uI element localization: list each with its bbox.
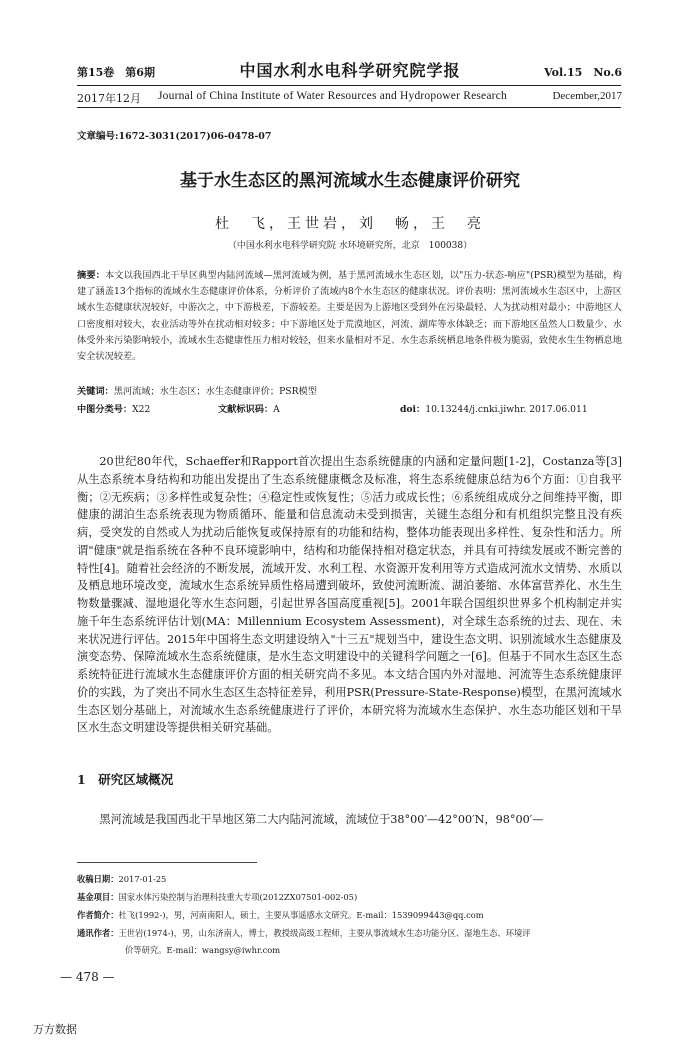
study-area-paragraph [77, 811, 622, 829]
fund-text: 国家水体污染控制与治理科技重大专项(2012ZX07501-002-05) [118, 892, 358, 902]
doi-label: doi： [400, 404, 426, 415]
affiliation: （中国水利水电科学研究院 水环境研究所，北京 100038） [227, 241, 473, 251]
article-number: 文章编号:1672-3031(2017)06-0478-07 [77, 131, 272, 142]
corresponding-text: 王世岩(1974-)，男，山东济南人，博士，教授级高级工程师，主要从事流域水生态功能分区、湿地生态、环境评 [118, 928, 531, 938]
abstract [77, 268, 622, 365]
footnote-corresponding [77, 927, 531, 939]
keywords-text: 黑河流域；水生态区；水生态健康评价；PSR模型 [113, 386, 317, 397]
clc-value: X22 [132, 404, 151, 415]
header-divider [77, 85, 621, 86]
author-label: 作者简介： [77, 910, 119, 920]
clc-label: 中图分类号： [77, 404, 133, 415]
author-text: 杜飞(1992-)，男，河南南阳人，硕士，主要从事遥感水文研究。E-mail：1539099443@qq.com [118, 910, 484, 920]
page-number: — 478 — [60, 970, 115, 984]
keywords-label: 关键词： [77, 386, 114, 397]
doi-link[interactable]: 10.13244/j.cnki.jiwhr. 2017.06.011 [425, 404, 588, 415]
study-area-text: 黑河流域是我国西北干旱地区第二大内陆河流域，流域位于38°00′—42°00′N，98°00′— [99, 813, 544, 826]
date-en: December,2017 [552, 90, 622, 102]
doc-code-label: 文献标识码： [218, 404, 274, 415]
clc-number [77, 401, 150, 415]
fund-label: 基金项目： [77, 892, 119, 902]
authors: 杜 飞，王世岩，刘 畅，王 亮 [215, 216, 485, 232]
intro-paragraph [77, 453, 622, 737]
footnote-corresponding-cont: 价等研究。E-mail：wangsy@iwhr.com [125, 945, 281, 955]
watermark: 万方数据 [33, 1023, 77, 1036]
intro-text: 20世纪80年代，Schaeffer和Rapport首次提出生态系统健康的内涵和定量问题[1-2]，Costanza等[3]从生态系统本身结构和功能出发提出了生态系统健康概念及标准，将生态系统健康总结为6个方面：①自我平衡；②无疾病；③多样性或复杂性；④稳定性或恢复性；⑤活力或成长性；⑥系统组成成分之间维持平衡，即健康的湖泊生态系统表现为物质循环、能量和信息流动未受到损害，关键生态组分和有机组织完整且没有疾病，受突发的自然或人为扰动后能恢复或保持原有的功能和结构，整体功能表现出多样性、复杂性和活力。所谓"健康"就是指系统在各种不良环境影响中，结构和功能保持相对稳定状态，并具有可持续发展或不断完善的特性[4]。随着社会经济的不断发展，流域开发、水利工程、水资源开发利用等方式造成河流水文情势、水质以及栖息地环境改变，流域水生态系统异质性格局遭到破坏，致使河流断流、湖泊萎缩、水体富营养化、水生生物数量骤减、湿地退化等水生态问题，引起世界各国高度重视[5]。2001年联合国组织世界多个机构制定并实施千年生态系统评估计划(MA：Millennium Ecosystem Assessment)，对全球生态系统的过去、现在、未来状况进行评估。2015年中国将生态文明建设纳入"十三五"规划当中，建设生态文明、识别流域水生态健康及演变态势、保障流域水生态系统健康，是水生态文明建设中的关键科学问题之一[6]。但基于不同水生态区生态系统特征进行流域水生态健康评价方面的相关研究尚不多见。本文结合国内外对湿地、河流等生态系统健康评价的实践，为了突出不同水生态区生态特征差异，利用PSR(Pressure-State-Response)模型，在黑河流域水生态区划分基础上，对流域水生态系统健康进行了评价，本研究将为流域水生态保护、水生态功能区划和干旱区水生态文明建设等提供相关研究基础。 [77, 455, 622, 735]
keywords [77, 383, 622, 397]
section-heading: 1 研究区域概况 [77, 772, 174, 787]
footnote-author [77, 909, 484, 921]
volume-en: Vol.15 No.6 [544, 66, 622, 79]
volume-issue: 第15卷 第6期 [77, 66, 155, 79]
doi [400, 401, 588, 415]
footnote-received [77, 873, 166, 885]
date-cn: 2017年12月 [77, 92, 141, 105]
footnote-fund [77, 891, 357, 903]
footnote-divider [77, 862, 257, 863]
doc-code-value: A [273, 404, 280, 415]
received-text: 2017-01-25 [118, 874, 167, 884]
journal-title-en: Journal of China Institute of Water Resources and Hydropower Research [158, 90, 507, 102]
abstract-label: 摘要： [77, 270, 105, 281]
paper-title: 基于水生态区的黑河流域水生态健康评价研究 [180, 171, 520, 191]
corresponding-label: 通讯作者： [77, 928, 119, 938]
header-divider-bottom [77, 107, 621, 108]
journal-title-cn: 中国水利水电科学研究院学报 [239, 61, 461, 80]
received-label: 收稿日期： [77, 874, 119, 884]
document-code [218, 401, 280, 415]
abstract-text: 本文以我国西北干旱区典型内陆河流域—黑河流域为例，基于黑河流域水生态区划，以"压力-状态-响应"(PSR)模型为基础，构建了涵盖13个指标的流域水生态健康评价体系，分析评价了流域内8个水生态区的健康状况。评价表明：黑河流域水生态区中，上游区域水生态健康状况较好，中游次之，中下游极差，下游较差。主要是因为上游地区受到外在污染最轻、人为扰动相对最小；中游地区人口密度相对较大，农业活动等外在扰动相对较多；中下游地区处于荒漠地区，河流、湖库等水体缺乏；而下游地区虽然人口数量少、水体受外来污染影响较小，流域水生态健康性压力相对较轻，但来水量相对不足、水生态系统栖息地条件极为脆弱，致使水生生物栖息地安全状况较差。 [77, 270, 622, 363]
